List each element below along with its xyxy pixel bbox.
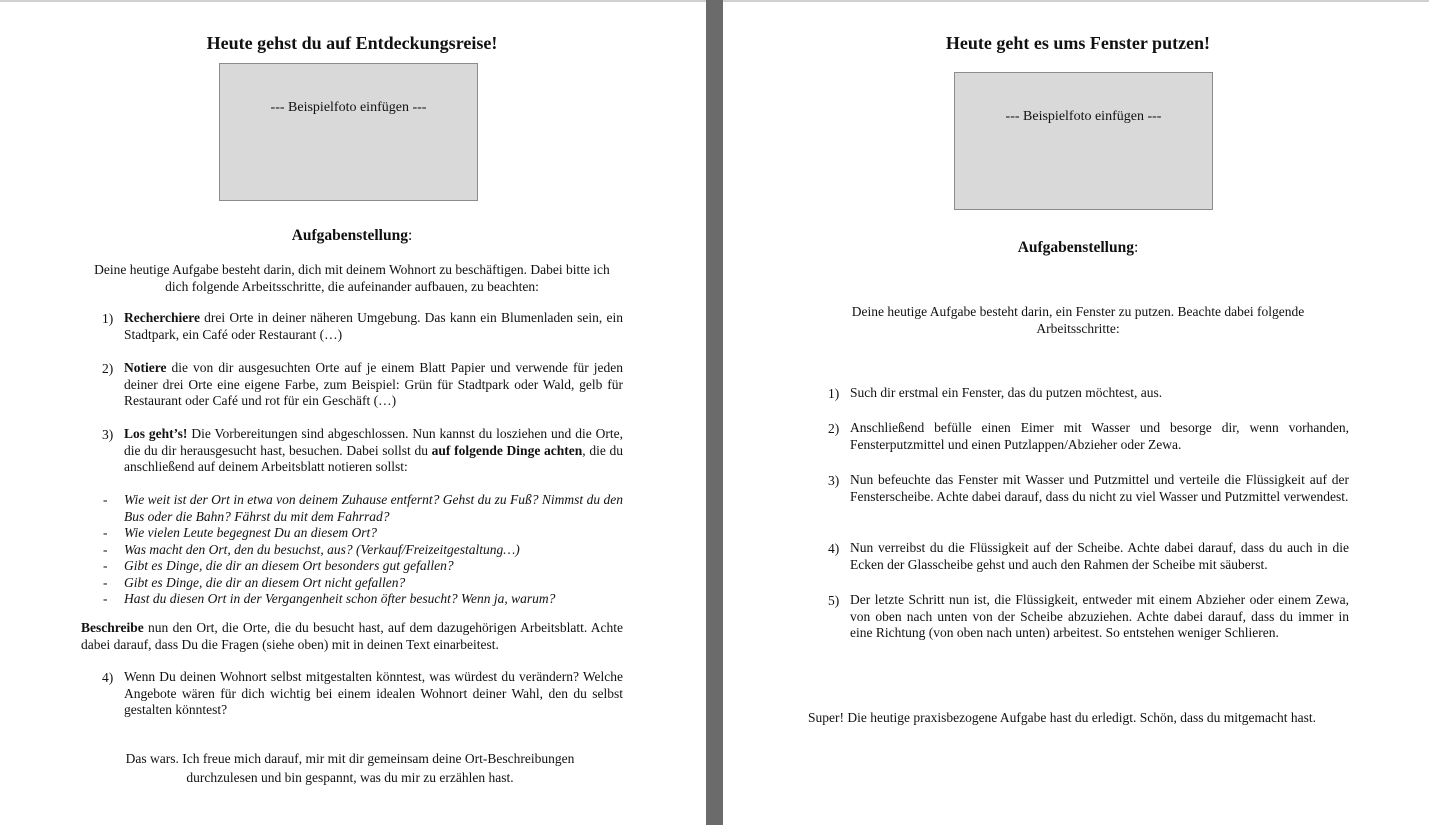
heading-colon: : [407, 227, 413, 244]
list-item [124, 426, 623, 476]
bullet-dash: - [103, 575, 108, 590]
photo-placeholder-text: --- Beispielfoto einfügen --- [1005, 109, 1162, 124]
step-number: 1) [102, 311, 114, 326]
heading-text: Aufgabenstellung [291, 227, 408, 244]
page-title: Heute gehst du auf Entdeckungsreise! [206, 33, 498, 53]
photo-placeholder [954, 72, 1213, 210]
intro-paragraph: Deine heutige Aufgabe besteht darin, dich mit deinem Wohnort zu beschäftigen. Dabei bitte ich dich folgende Arbeitsschritte, die aufeinander aufbauen, zu beachten: [94, 262, 610, 294]
section-heading [0, 227, 704, 245]
closing-paragraph: Super! Die heutige praxisbezogene Aufgabe hast du erledigt. Schön, dass du mitgemacht hast. [808, 710, 1316, 725]
intro-paragraph: Deine heutige Aufgabe besteht darin, ein Fenster zu putzen. Beachte dabei folgende Arbeitsschritte: [851, 304, 1305, 336]
describe-keyword: Beschreibe [81, 620, 144, 635]
step-text: die von dir ausgesuchten Orte auf je einem Blatt Papier und verwende für jeden deiner drei Orte eine eigene Farbe, zum Beispiel: Grün für Stadtpark oder Wald, gelb für Restaurant oder Café und rot für ein Geschäft (…) [124, 360, 623, 408]
list-item: Nun befeuchte das Fenster mit Wasser und Putzmittel und verteile die Flüssigkeit auf der Fensterscheibe. Achte dabei darauf, dass du nicht zu viel Wasser und Putzmittel verwendest. [850, 472, 1349, 504]
question-item: Wie vielen Leute begegnest Du an diesem Ort? [124, 525, 378, 540]
bullet-dash: - [103, 558, 108, 573]
section-heading [723, 239, 1429, 257]
list-item: Anschließend befülle einen Eimer mit Wasser und besorge dir, wenn vorhanden, Fensterputzmittel und einen Putzlappen/Abzieher oder Zewa. [850, 420, 1349, 452]
question-item: Hast du diesen Ort in der Vergangenheit schon öfter besucht? Wenn ja, warum? [124, 591, 556, 606]
bullet-dash: - [103, 492, 108, 507]
list-item: Such dir erstmal ein Fenster, das du putzen möchtest, aus. [850, 385, 1163, 400]
step-keyword: Notiere [124, 360, 167, 375]
question-item: Wie weit ist der Ort in etwa von deinem Zuhause entfernt? Gehst du zu Fuß? Nimmst du den Bus oder die Bahn? Fährst du mit dem Fahrrad? [124, 492, 623, 524]
step-number: 3) [102, 427, 114, 442]
photo-placeholder [219, 63, 478, 201]
page-title: Heute geht es ums Fenster putzen! [945, 33, 1211, 53]
step-number: 4) [102, 670, 114, 685]
step-number: 2) [102, 361, 114, 376]
step-number: 2) [828, 421, 840, 436]
step-number: 4) [828, 541, 840, 556]
list-item: Der letzte Schritt nun ist, die Flüssigkeit, entweder mit einem Abzieher oder einem Zewa, von oben nach unten von der Scheibe abzuziehen. Achte dabei darauf, dass du immer in eine Richtung (von oben nach unten) arbeitest. So entstehen weniger Schlieren. [850, 592, 1349, 640]
describe-text: nun den Ort, die Orte, die du besucht hast, auf dem dazugehörigen Arbeitsblatt. Achte dabei darauf, dass Du die Fragen (siehe oben) mit in deinen Text einarbeitest. [81, 620, 623, 652]
step-text: drei Orte in deiner näheren Umgebung. Das kann ein Blumenladen sein, ein Stadtpark, ein Café oder Restaurant (…) [124, 310, 623, 342]
list-item: Wenn Du deinen Wohnort selbst mitgestalten könntest, was würdest du verändern? Welche Angebote wären für dich wichtig bei einem idealen Wohnort deiner Wahl, den du selbst gestalten könntest? [124, 669, 623, 717]
question-item: Gibt es Dinge, die dir an diesem Ort besonders gut gefallen? [124, 558, 454, 573]
bullet-dash: - [103, 591, 108, 606]
step-keyword: Los geht’s! [124, 426, 188, 441]
step-text: , die du anschließend auf deinem Arbeitsblatt notieren sollst: [124, 442, 624, 474]
step-number: 3) [828, 473, 840, 488]
bullet-dash: - [103, 542, 108, 557]
heading-colon: : [1133, 239, 1139, 256]
closing-paragraph: Das wars. Ich freue mich darauf, mir mit dir gemeinsam deine Ort-Beschreibungen durchzulesen und bin gespannt, was du mir zu erzählen hast. [125, 751, 575, 785]
step-number: 5) [828, 593, 840, 608]
list-item [124, 360, 623, 410]
photo-placeholder-text: --- Beispielfoto einfügen --- [270, 100, 427, 115]
question-item: Gibt es Dinge, die dir an diesem Ort nicht gefallen? [124, 575, 406, 590]
bullet-dash: - [103, 525, 108, 540]
list-item [124, 310, 623, 343]
document-page-right [723, 2, 1429, 825]
list-item: Nun verreibst du die Flüssigkeit auf der Scheibe. Achte dabei darauf, dass du auch in die Ecken der Glasscheibe gehst und auch den Rahmen der Scheibe mit säuberst. [850, 540, 1349, 572]
question-item: Was macht den Ort, den du besuchst, aus? (Verkauf/Freizeitgestaltung…) [124, 542, 520, 557]
step-emphasis: auf folgende Dinge achten [431, 442, 583, 458]
describe-paragraph [81, 620, 623, 653]
step-keyword: Recherchiere [124, 310, 200, 325]
step-number: 1) [828, 386, 840, 401]
step-text: Die Vorbereitungen sind abgeschlossen. Nun kannst du losziehen und die Orte, die du dir herausgesucht hast, besuchen. Dabei sollst du [124, 426, 623, 458]
document-page-left [0, 2, 706, 825]
page-divider [706, 0, 723, 825]
heading-text: Aufgabenstellung [1017, 239, 1134, 256]
